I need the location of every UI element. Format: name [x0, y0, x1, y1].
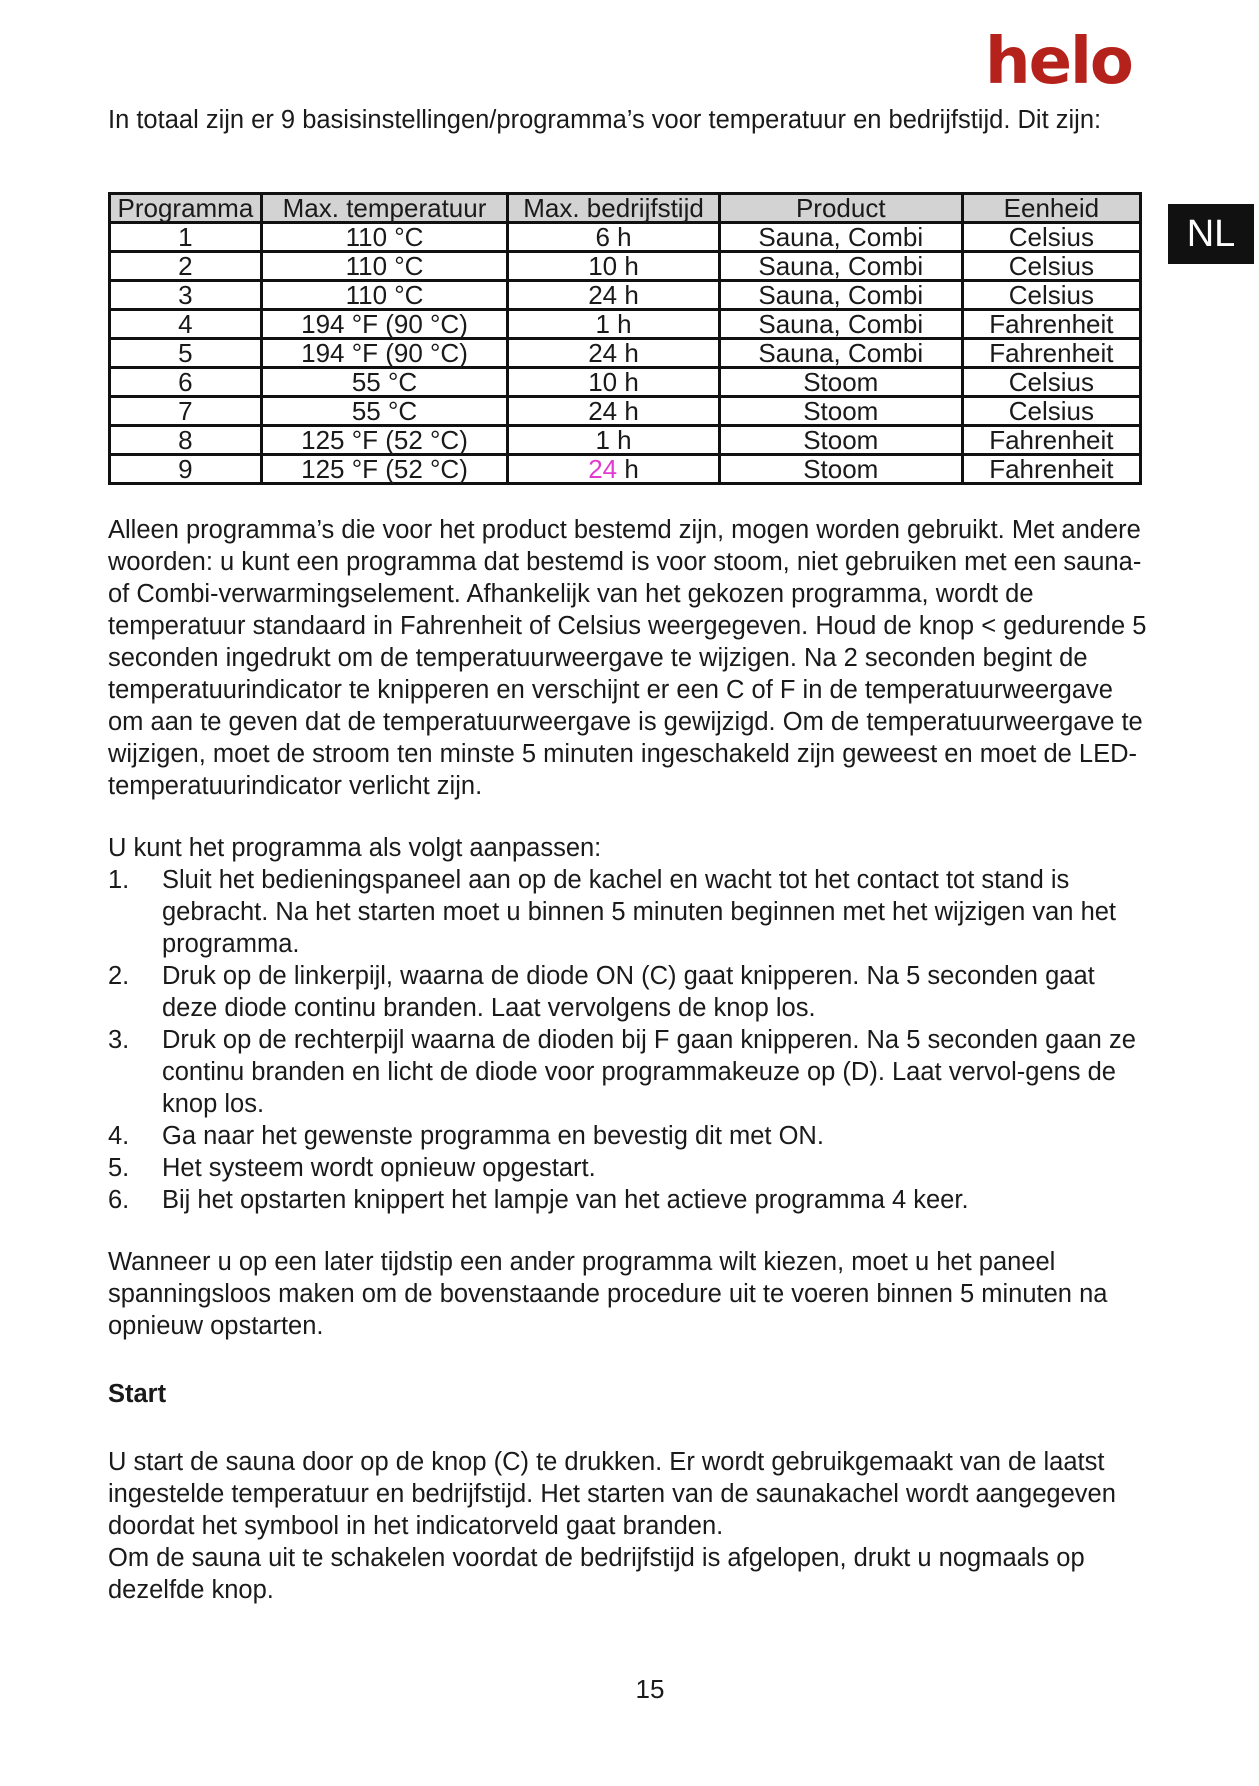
intro-text: In totaal zijn er 9 basisinstellingen/programma’s voor temperatuur en bedrijfstijd. Dit zijn:: [108, 106, 1102, 134]
cell-max-bedrijfstijd: [508, 281, 720, 310]
time-value: 1: [595, 425, 610, 455]
cell-max-temperatuur: 110 °C: [261, 252, 507, 281]
time-unit: h: [617, 396, 639, 426]
step-text: Druk op de linkerpijl, waarna de diode ON (C) gaat knipperen. Na 5 seconden gaat deze diode continu branden. Laat vervolgens de knop los.: [162, 962, 1095, 1022]
cell-programma: 3: [110, 281, 262, 310]
table-header-row: [110, 194, 1141, 223]
time-unit: h: [609, 309, 632, 339]
list-item: [108, 1152, 1148, 1184]
step-text: Druk op de rechterpijl waarna de dioden bij F gaan knipperen. Na 5 seconden gaan ze continu branden en licht de diode voor programmakeuze op (D). Laat vervol-gens de knop los.: [162, 1026, 1136, 1118]
list-item: [108, 864, 1148, 960]
table-row: [110, 252, 1141, 281]
table-row: [110, 281, 1141, 310]
step-text: Bij het opstarten knippert het lampje van het actieve programma 4 keer.: [162, 1186, 969, 1214]
cell-eenheid: Fahrenheit: [962, 339, 1140, 368]
cell-max-temperatuur: 110 °C: [261, 223, 507, 252]
cell-programma: 2: [110, 252, 262, 281]
column-header-max-temperatuur: Max. temperatuur: [261, 194, 507, 223]
cell-max-temperatuur: 55 °C: [261, 368, 507, 397]
cell-product: Sauna, Combi: [719, 310, 962, 339]
cell-max-temperatuur: 194 °F (90 °C): [261, 310, 507, 339]
time-value: 6: [595, 222, 610, 252]
cell-product: Sauna, Combi: [719, 281, 962, 310]
column-header-programma: Programma: [110, 194, 262, 223]
cell-product: Sauna, Combi: [719, 223, 962, 252]
program-table: [108, 192, 1142, 485]
step-number: 2.: [108, 962, 130, 990]
page-content: [108, 104, 1148, 1606]
steps-intro: U kunt het programma als volgt aanpassen:: [108, 834, 602, 862]
cell-max-bedrijfstijd: [508, 397, 720, 426]
step-number: 3.: [108, 1026, 130, 1054]
cell-product: Sauna, Combi: [719, 252, 962, 281]
cell-max-bedrijfstijd: [508, 310, 720, 339]
table-row: [110, 223, 1141, 252]
time-value: 10: [588, 367, 618, 397]
time-unit: h: [617, 338, 639, 368]
cell-max-temperatuur: 194 °F (90 °C): [261, 339, 507, 368]
cell-programma: 5: [110, 339, 262, 368]
language-tab: NL: [1168, 204, 1254, 264]
step-number: 4.: [108, 1122, 130, 1150]
cell-product: Stoom: [719, 368, 962, 397]
cell-programma: 7: [110, 397, 262, 426]
time-value: 10: [588, 251, 618, 281]
cell-eenheid: Celsius: [962, 223, 1140, 252]
table-body: [110, 223, 1141, 484]
step-number: 6.: [108, 1186, 130, 1214]
table-row: [110, 339, 1141, 368]
column-header-max-bedrijfstijd: Max. bedrijfstijd: [508, 194, 720, 223]
list-item: [108, 1024, 1148, 1120]
column-header-eenheid: Eenheid: [962, 194, 1140, 223]
paragraph-start: U start de sauna door op de knop (C) te drukken. Er wordt gebruikgemaakt van de laatst ingestelde temperatuur en bedrijfstijd. Het starten van de saunakachel wordt aangegeven doordat het symbool in het indicatorveld gaat branden.: [108, 1448, 1116, 1540]
list-item: [108, 1120, 1148, 1152]
table-row: [110, 455, 1141, 484]
start-heading: Start: [108, 1380, 167, 1408]
cell-eenheid: Celsius: [962, 397, 1140, 426]
step-text: Het systeem wordt opnieuw opgestart.: [162, 1154, 596, 1182]
page-number: 15: [635, 1674, 665, 1704]
table-row: [110, 397, 1141, 426]
cell-max-bedrijfstijd: [508, 339, 720, 368]
cell-programma: 8: [110, 426, 262, 455]
table-row: [110, 368, 1141, 397]
column-header-product: Product: [719, 194, 962, 223]
cell-programma: 4: [110, 310, 262, 339]
step-text: Sluit het bedieningspaneel aan op de kachel en wacht tot het contact tot stand is gebracht. Na het starten moet u binnen 5 minuten beginnen met het wijzigen van het programma.: [162, 866, 1117, 958]
time-value: 24: [588, 338, 618, 368]
time-unit: h: [617, 280, 639, 310]
time-unit: h: [617, 367, 639, 397]
cell-programma: 6: [110, 368, 262, 397]
time-unit: h: [609, 222, 632, 252]
time-value: 24: [588, 454, 618, 484]
step-number: 1.: [108, 866, 130, 894]
cell-programma: 9: [110, 455, 262, 484]
cell-eenheid: Fahrenheit: [962, 455, 1140, 484]
cell-eenheid: Celsius: [962, 281, 1140, 310]
time-value: 24: [588, 396, 618, 426]
paragraph-later-change: Wanneer u op een later tijdstip een ander programma wilt kiezen, moet u het paneel spanningsloos maken om de bovenstaande procedure uit te voeren binnen 5 minuten na opnieuw opstarten.: [108, 1248, 1108, 1340]
cell-max-bedrijfstijd: [508, 426, 720, 455]
step-number: 5.: [108, 1154, 130, 1182]
time-unit: h: [609, 425, 632, 455]
cell-max-bedrijfstijd: [508, 368, 720, 397]
cell-eenheid: Fahrenheit: [962, 426, 1140, 455]
cell-max-bedrijfstijd: [508, 252, 720, 281]
step-text: Ga naar het gewenste programma en bevestig dit met ON.: [162, 1122, 824, 1150]
table-row: [110, 310, 1141, 339]
cell-product: Stoom: [719, 455, 962, 484]
cell-max-bedrijfstijd: [508, 223, 720, 252]
list-item: [108, 960, 1148, 1024]
cell-product: Sauna, Combi: [719, 339, 962, 368]
list-item: [108, 1184, 1148, 1216]
cell-product: Stoom: [719, 397, 962, 426]
steps-list: [108, 864, 1148, 1216]
cell-eenheid: Fahrenheit: [962, 310, 1140, 339]
cell-programma: 1: [110, 223, 262, 252]
paragraph-program-usage: Alleen programma’s die voor het product bestemd zijn, mogen worden gebruikt. Met andere woorden: u kunt een programma dat bestemd is voor stoom, niet gebruiken met een sauna- of Combi-verwarmingselement. Afhankelijk van het gekozen programma, wordt de temperatuur standaard in Fahrenheit of Celsius weergegeven. Houd de knop < gedurende 5 seconden ingedrukt om de temperatuurweergave te wijzigen. Na 2 seconden begint de temperatuurindicator te knipperen en verschijnt er een C of F in de temperatuurweergave om aan te geven dat de temperatuurweergave is gewijzigd. Om de temperatuurweergave te wijzigen, moet de stroom ten minste 5 minuten ingeschakeld zijn geweest en moet de LED-temperatuurindicator verlicht zijn.: [108, 516, 1147, 800]
cell-eenheid: Celsius: [962, 252, 1140, 281]
table-row: [110, 426, 1141, 455]
cell-eenheid: Celsius: [962, 368, 1140, 397]
paragraph-stop: Om de sauna uit te schakelen voordat de bedrijfstijd is afgelopen, drukt u nogmaals op dezelfde knop.: [108, 1544, 1085, 1604]
cell-max-temperatuur: 55 °C: [261, 397, 507, 426]
time-unit: h: [617, 251, 639, 281]
cell-max-bedrijfstijd: [508, 455, 720, 484]
cell-max-temperatuur: 125 °F (52 °C): [261, 455, 507, 484]
helo-logo: helo: [985, 25, 1132, 99]
time-unit: h: [617, 454, 639, 484]
cell-max-temperatuur: 125 °F (52 °C): [261, 426, 507, 455]
time-value: 24: [588, 280, 618, 310]
time-value: 1: [595, 309, 610, 339]
cell-product: Stoom: [719, 426, 962, 455]
cell-max-temperatuur: 110 °C: [261, 281, 507, 310]
